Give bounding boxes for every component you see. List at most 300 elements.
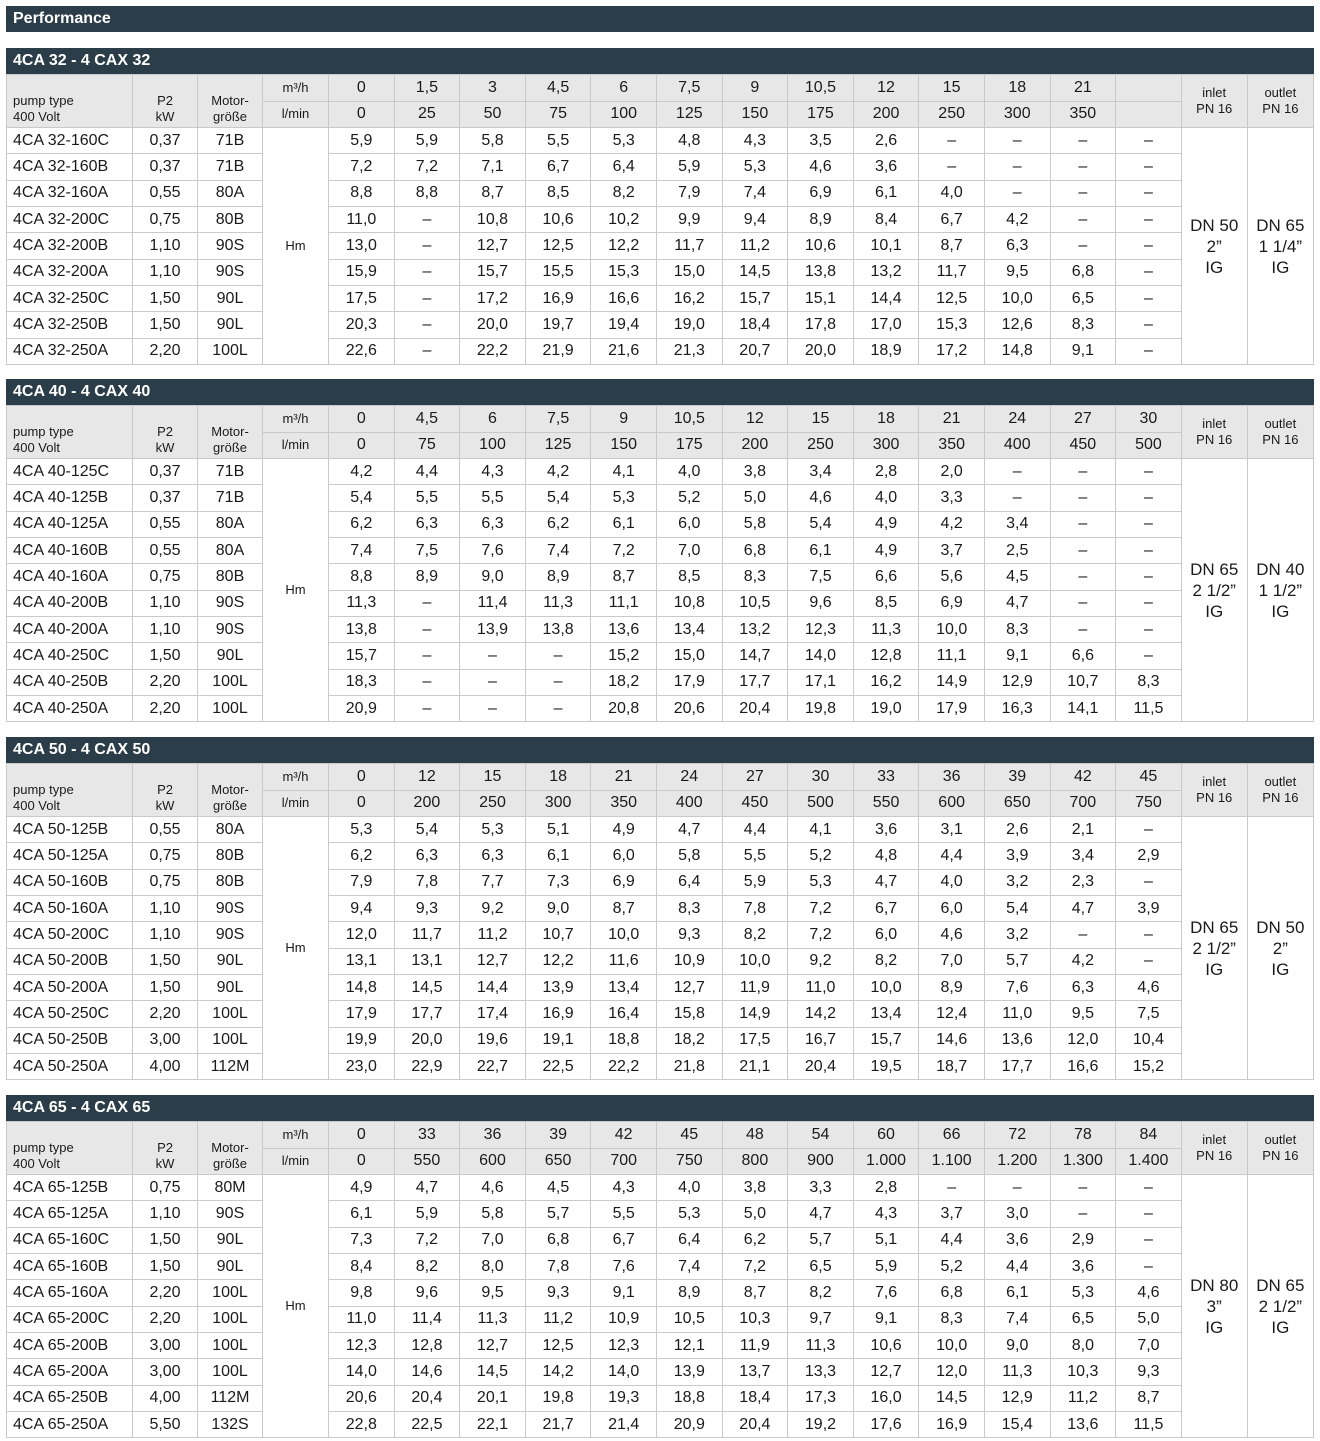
head-value: 15,7	[460, 259, 526, 285]
head-value: 11,9	[722, 1333, 788, 1359]
cell-line: DN 65	[1190, 559, 1239, 579]
head-value: 8,9	[919, 975, 985, 1001]
flow-lmin: 300	[853, 432, 919, 459]
unit-m3h: m³/h	[263, 75, 329, 102]
head-value: 4,4	[919, 843, 985, 869]
head-value: 13,2	[853, 259, 919, 285]
flow-lmin: 300	[525, 790, 591, 817]
outlet-header	[1247, 1122, 1313, 1175]
motor-size-header	[198, 1122, 263, 1175]
head-value: 4,7	[394, 1175, 460, 1201]
flow-m3h: 12	[853, 75, 919, 102]
head-value: –	[1116, 617, 1182, 643]
power-kw: 2,20	[133, 338, 198, 364]
flow-m3h: 18	[525, 764, 591, 791]
head-value: 7,8	[525, 1254, 591, 1280]
head-value: 3,4	[1050, 843, 1116, 869]
table-row	[7, 207, 1314, 233]
cell-line: PN 16	[1262, 101, 1299, 116]
head-value: 6,1	[984, 1280, 1050, 1306]
head-value: 8,9	[656, 1280, 722, 1306]
motor-size-header	[198, 406, 263, 459]
flow-lmin: 700	[591, 1148, 657, 1175]
cell-line: Motor-	[211, 782, 249, 797]
flow-m3h: 42	[591, 1122, 657, 1149]
head-value: 20,6	[329, 1385, 395, 1411]
power-kw: 1,10	[133, 259, 198, 285]
flow-m3h: 12	[394, 764, 460, 791]
head-value: 6,1	[788, 538, 854, 564]
head-value: 4,5	[984, 564, 1050, 590]
head-value: –	[460, 696, 526, 722]
pump-model: 4CA 65-125A	[7, 1201, 133, 1227]
head-value: 11,0	[984, 1001, 1050, 1027]
head-value: 6,9	[919, 590, 985, 616]
flow-lmin: 175	[788, 101, 854, 128]
head-value: 19,8	[525, 1385, 591, 1411]
outlet-size	[1247, 459, 1313, 722]
head-value: 4,3	[722, 128, 788, 154]
head-value: 14,9	[919, 669, 985, 695]
head-value: 19,0	[853, 696, 919, 722]
table-row	[7, 338, 1314, 364]
head-value: 17,0	[853, 312, 919, 338]
head-value: 5,3	[329, 817, 395, 843]
power-kw: 2,20	[133, 1280, 198, 1306]
head-value: 2,8	[853, 459, 919, 485]
head-value: 13,8	[329, 617, 395, 643]
table-row	[7, 233, 1314, 259]
head-value: –	[1050, 564, 1116, 590]
pump-model: 4CA 65-125B	[7, 1175, 133, 1201]
head-value: 8,9	[394, 564, 460, 590]
table-row	[7, 1412, 1314, 1438]
head-value: 6,0	[656, 511, 722, 537]
table-row	[7, 869, 1314, 895]
head-value: 8,5	[853, 590, 919, 616]
flow-lmin: 100	[591, 101, 657, 128]
head-value: 9,6	[394, 1280, 460, 1306]
head-value: 5,9	[394, 128, 460, 154]
head-value: 7,2	[788, 896, 854, 922]
head-value: 10,5	[656, 1306, 722, 1332]
cell-line: 2 1/2”	[1258, 1296, 1303, 1316]
head-value: 5,9	[722, 869, 788, 895]
inlet-header	[1181, 406, 1247, 459]
head-value: –	[1116, 485, 1182, 511]
power-kw: 2,20	[133, 669, 198, 695]
head-value: 14,0	[329, 1359, 395, 1385]
flow-lmin: 200	[394, 790, 460, 817]
motor-size: 100L	[198, 1359, 263, 1385]
performance-section	[6, 48, 1314, 365]
motor-size: 90S	[198, 896, 263, 922]
power-kw: 1,10	[133, 590, 198, 616]
head-value: 17,9	[656, 669, 722, 695]
flow-lmin: 300	[984, 101, 1050, 128]
head-value: 6,4	[591, 154, 657, 180]
flow-m3h: 1,5	[394, 75, 460, 102]
flow-lmin: 100	[460, 432, 526, 459]
motor-size: 80A	[198, 817, 263, 843]
head-value: 7,8	[394, 869, 460, 895]
head-value: 2,6	[853, 128, 919, 154]
power-kw: 0,55	[133, 538, 198, 564]
head-value: 17,7	[394, 1001, 460, 1027]
head-value: 4,3	[591, 1175, 657, 1201]
power-kw: 1,10	[133, 896, 198, 922]
head-value: 13,6	[1050, 1412, 1116, 1438]
head-value: 16,7	[788, 1027, 854, 1053]
pump-model: 4CA 40-125C	[7, 459, 133, 485]
head-value: 5,8	[460, 1201, 526, 1227]
motor-size: 112M	[198, 1054, 263, 1080]
head-value: 14,5	[394, 975, 460, 1001]
flow-lmin: 600	[919, 790, 985, 817]
performance-table	[6, 405, 1314, 722]
motor-size: 80A	[198, 511, 263, 537]
head-value: 6,1	[591, 511, 657, 537]
outlet-header	[1247, 75, 1313, 128]
head-value: 12,6	[984, 312, 1050, 338]
head-value: 8,0	[460, 1254, 526, 1280]
head-value: 2,6	[984, 817, 1050, 843]
cell-line: outlet	[1264, 85, 1297, 100]
head-value: 7,1	[460, 154, 526, 180]
head-value: 6,6	[1050, 643, 1116, 669]
flow-lmin: 650	[984, 790, 1050, 817]
pump-model: 4CA 50-250C	[7, 1001, 133, 1027]
flow-m3h: 39	[525, 1122, 591, 1149]
head-value: 2,9	[1050, 1227, 1116, 1253]
cell-line: 400 Volt	[13, 1156, 60, 1171]
head-value: 20,9	[656, 1412, 722, 1438]
table-row	[7, 312, 1314, 338]
flow-m3h: 18	[853, 406, 919, 433]
head-value: 14,8	[329, 975, 395, 1001]
flow-m3h: 24	[984, 406, 1050, 433]
head-value: 6,2	[329, 843, 395, 869]
head-value: 8,0	[1050, 1333, 1116, 1359]
head-value: 13,1	[394, 948, 460, 974]
head-value: 20,3	[329, 312, 395, 338]
head-value: 10,1	[853, 233, 919, 259]
head-value: 21,8	[656, 1054, 722, 1080]
head-value: 8,9	[788, 207, 854, 233]
head-unit: Hm	[263, 459, 329, 722]
flow-lmin: 250	[460, 790, 526, 817]
head-value: 21,3	[656, 338, 722, 364]
cell-line: IG	[1205, 1317, 1224, 1337]
head-value: 14,6	[919, 1027, 985, 1053]
cell-line: DN 40	[1256, 559, 1305, 579]
power-kw: 1,50	[133, 312, 198, 338]
head-value: –	[984, 154, 1050, 180]
head-value: 22,6	[329, 338, 395, 364]
head-value: 9,0	[525, 896, 591, 922]
head-value: 5,3	[1050, 1280, 1116, 1306]
motor-size: 80A	[198, 180, 263, 206]
cell-line: IG	[1205, 601, 1224, 621]
flow-lmin: 125	[656, 101, 722, 128]
head-value: 17,2	[919, 338, 985, 364]
head-value: 9,4	[722, 207, 788, 233]
motor-size-header	[198, 764, 263, 817]
cell-line: pump type	[13, 1140, 74, 1155]
head-value: 5,3	[788, 869, 854, 895]
performance-section	[6, 737, 1314, 1080]
head-value: 4,7	[984, 590, 1050, 616]
motor-size-header	[198, 75, 263, 128]
cell-line: PN 16	[1196, 1148, 1233, 1163]
flow-lmin: 75	[525, 101, 591, 128]
inlet-size	[1181, 817, 1247, 1080]
head-value: 12,8	[394, 1333, 460, 1359]
head-value: 7,0	[919, 948, 985, 974]
table-row	[7, 564, 1314, 590]
head-value: 4,0	[656, 1175, 722, 1201]
head-value: –	[1050, 154, 1116, 180]
head-value: 11,0	[329, 207, 395, 233]
head-value: –	[1050, 538, 1116, 564]
head-value: 7,3	[329, 1227, 395, 1253]
head-value: 9,1	[853, 1306, 919, 1332]
flow-lmin: 450	[1050, 432, 1116, 459]
flow-m3h: 33	[853, 764, 919, 791]
head-value: 14,6	[394, 1359, 460, 1385]
head-value: 22,2	[460, 338, 526, 364]
cell-line: IG	[1205, 257, 1224, 277]
head-value: –	[1116, 312, 1182, 338]
head-value: 11,3	[525, 590, 591, 616]
head-value: 19,6	[460, 1027, 526, 1053]
head-value: 20,0	[460, 312, 526, 338]
head-value: 2,1	[1050, 817, 1116, 843]
head-value: 12,5	[525, 233, 591, 259]
head-value: 11,1	[919, 643, 985, 669]
head-value: 7,0	[656, 538, 722, 564]
cell-line: pump type	[13, 424, 74, 439]
head-value: 17,1	[788, 669, 854, 695]
head-value: 17,6	[853, 1412, 919, 1438]
head-value: 4,4	[919, 1227, 985, 1253]
head-value: 12,2	[591, 233, 657, 259]
table-row	[7, 538, 1314, 564]
power-kw: 0,37	[133, 485, 198, 511]
head-value: –	[394, 207, 460, 233]
head-value: 15,0	[656, 643, 722, 669]
cell-line: P2	[157, 782, 173, 797]
cell-line: pump type	[13, 782, 74, 797]
flow-lmin: 150	[591, 432, 657, 459]
head-value: 11,2	[460, 922, 526, 948]
flow-lmin: 900	[788, 1148, 854, 1175]
head-value: 6,7	[525, 154, 591, 180]
flow-m3h: 33	[394, 1122, 460, 1149]
head-value: 12,8	[853, 643, 919, 669]
head-value: 5,6	[919, 564, 985, 590]
flow-m3h: 78	[1050, 1122, 1116, 1149]
head-value: 16,6	[1050, 1054, 1116, 1080]
flow-lmin: 750	[1116, 790, 1182, 817]
head-value: 11,7	[919, 259, 985, 285]
cell-line: kW	[155, 1156, 175, 1171]
head-value: 6,3	[1050, 975, 1116, 1001]
head-value: –	[984, 459, 1050, 485]
head-value: 8,3	[722, 564, 788, 590]
head-value: 8,2	[722, 922, 788, 948]
cell-line: 400 Volt	[13, 109, 60, 124]
motor-size: 90S	[198, 590, 263, 616]
head-value: 19,8	[788, 696, 854, 722]
head-value: 8,7	[460, 180, 526, 206]
head-value: 15,5	[525, 259, 591, 285]
head-value: 5,1	[525, 817, 591, 843]
flow-lmin: 500	[788, 790, 854, 817]
head-value: 12,2	[525, 948, 591, 974]
cell-line: 2 1/2”	[1192, 580, 1236, 600]
cell-line: Motor-	[211, 93, 249, 108]
head-value: –	[1116, 180, 1182, 206]
head-value: 4,7	[656, 817, 722, 843]
performance-section	[6, 1095, 1314, 1438]
table-row	[7, 590, 1314, 616]
pump-model: 4CA 40-125A	[7, 511, 133, 537]
head-value: 15,7	[329, 643, 395, 669]
flow-m3h: 6	[460, 406, 526, 433]
pump-model: 4CA 40-250C	[7, 643, 133, 669]
flow-lmin: 0	[329, 432, 395, 459]
cell-line: DN 80	[1190, 1275, 1239, 1295]
head-value: 9,6	[788, 590, 854, 616]
cell-line: 1 1/2”	[1258, 580, 1303, 600]
flow-m3h: 27	[722, 764, 788, 791]
head-value: 20,0	[788, 338, 854, 364]
head-value: 22,5	[525, 1054, 591, 1080]
head-value: 11,5	[1116, 1412, 1182, 1438]
head-value: 4,2	[525, 459, 591, 485]
head-value: 6,7	[853, 896, 919, 922]
head-value: 6,3	[460, 511, 526, 537]
flow-m3h: 6	[591, 75, 657, 102]
pump-model: 4CA 40-200B	[7, 590, 133, 616]
head-value: 5,3	[656, 1201, 722, 1227]
power-kw: 0,75	[133, 564, 198, 590]
head-value: 20,4	[788, 1054, 854, 1080]
power-kw: 1,50	[133, 286, 198, 312]
head-value: 15,8	[656, 1001, 722, 1027]
head-value: 11,7	[394, 922, 460, 948]
flow-m3h: 27	[1050, 406, 1116, 433]
head-value: 16,2	[853, 669, 919, 695]
head-value: 5,2	[656, 485, 722, 511]
head-value: 15,4	[984, 1412, 1050, 1438]
cell-line: PN 16	[1262, 790, 1299, 805]
pump-model: 4CA 65-160A	[7, 1280, 133, 1306]
head-value: 6,2	[722, 1227, 788, 1253]
motor-size: 100L	[198, 1001, 263, 1027]
flow-m3h: 36	[460, 1122, 526, 1149]
motor-size: 90S	[198, 922, 263, 948]
head-value: 11,1	[591, 590, 657, 616]
flow-m3h: 0	[329, 406, 395, 433]
head-value: 4,3	[853, 1201, 919, 1227]
head-value: 4,6	[1116, 1280, 1182, 1306]
head-value: 21,6	[591, 338, 657, 364]
performance-table	[6, 74, 1314, 365]
flow-lmin: 600	[460, 1148, 526, 1175]
head-value: 4,9	[329, 1175, 395, 1201]
pump-type-header	[7, 406, 133, 459]
performance-section	[6, 379, 1314, 722]
head-value: 5,9	[853, 1254, 919, 1280]
head-value: 15,1	[788, 286, 854, 312]
table-row	[7, 696, 1314, 722]
cell-line: Motor-	[211, 424, 249, 439]
cell-line: IG	[1205, 959, 1224, 979]
head-value: 20,1	[460, 1385, 526, 1411]
cell-line: DN 65	[1190, 917, 1239, 937]
cell-line: DN 50	[1190, 215, 1239, 235]
head-value: –	[394, 696, 460, 722]
head-value: 11,7	[656, 233, 722, 259]
head-value: 21,9	[525, 338, 591, 364]
head-value: 8,2	[853, 948, 919, 974]
cell-line: PN 16	[1196, 790, 1233, 805]
head-value: 19,9	[329, 1027, 395, 1053]
head-value: 8,5	[525, 180, 591, 206]
head-value: 16,9	[525, 1001, 591, 1027]
motor-size: 80B	[198, 869, 263, 895]
head-value: 13,3	[788, 1359, 854, 1385]
head-value: 8,4	[853, 207, 919, 233]
head-value: 15,7	[722, 286, 788, 312]
head-value: 3,0	[984, 1201, 1050, 1227]
head-value: 4,2	[919, 511, 985, 537]
motor-size: 90S	[198, 233, 263, 259]
head-value: 3,7	[919, 538, 985, 564]
head-value: 10,4	[1116, 1027, 1182, 1053]
head-value: 4,0	[919, 869, 985, 895]
head-value: 2,5	[984, 538, 1050, 564]
flow-m3h: 42	[1050, 764, 1116, 791]
cell-line: kW	[155, 109, 175, 124]
head-value: 13,8	[525, 617, 591, 643]
table-row	[7, 511, 1314, 537]
cell-line: 400 Volt	[13, 440, 60, 455]
head-value: 22,7	[460, 1054, 526, 1080]
head-value: 13,9	[525, 975, 591, 1001]
head-value: 12,4	[919, 1001, 985, 1027]
head-value: 3,6	[853, 154, 919, 180]
cell-line: 1 1/4”	[1258, 236, 1303, 256]
head-value: 13,7	[722, 1359, 788, 1385]
pump-model: 4CA 65-200A	[7, 1359, 133, 1385]
table-row	[7, 1175, 1314, 1201]
pump-model: 4CA 65-250B	[7, 1385, 133, 1411]
cell-line: IG	[1271, 257, 1290, 277]
flow-m3h: 60	[853, 1122, 919, 1149]
head-value: 5,0	[1116, 1306, 1182, 1332]
power-kw: 4,00	[133, 1385, 198, 1411]
head-value: 5,2	[919, 1254, 985, 1280]
head-value: 8,7	[1116, 1385, 1182, 1411]
power-kw: 5,50	[133, 1412, 198, 1438]
head-value: 4,2	[1050, 948, 1116, 974]
head-value: 18,4	[722, 312, 788, 338]
table-row	[7, 643, 1314, 669]
head-value: 4,0	[919, 180, 985, 206]
